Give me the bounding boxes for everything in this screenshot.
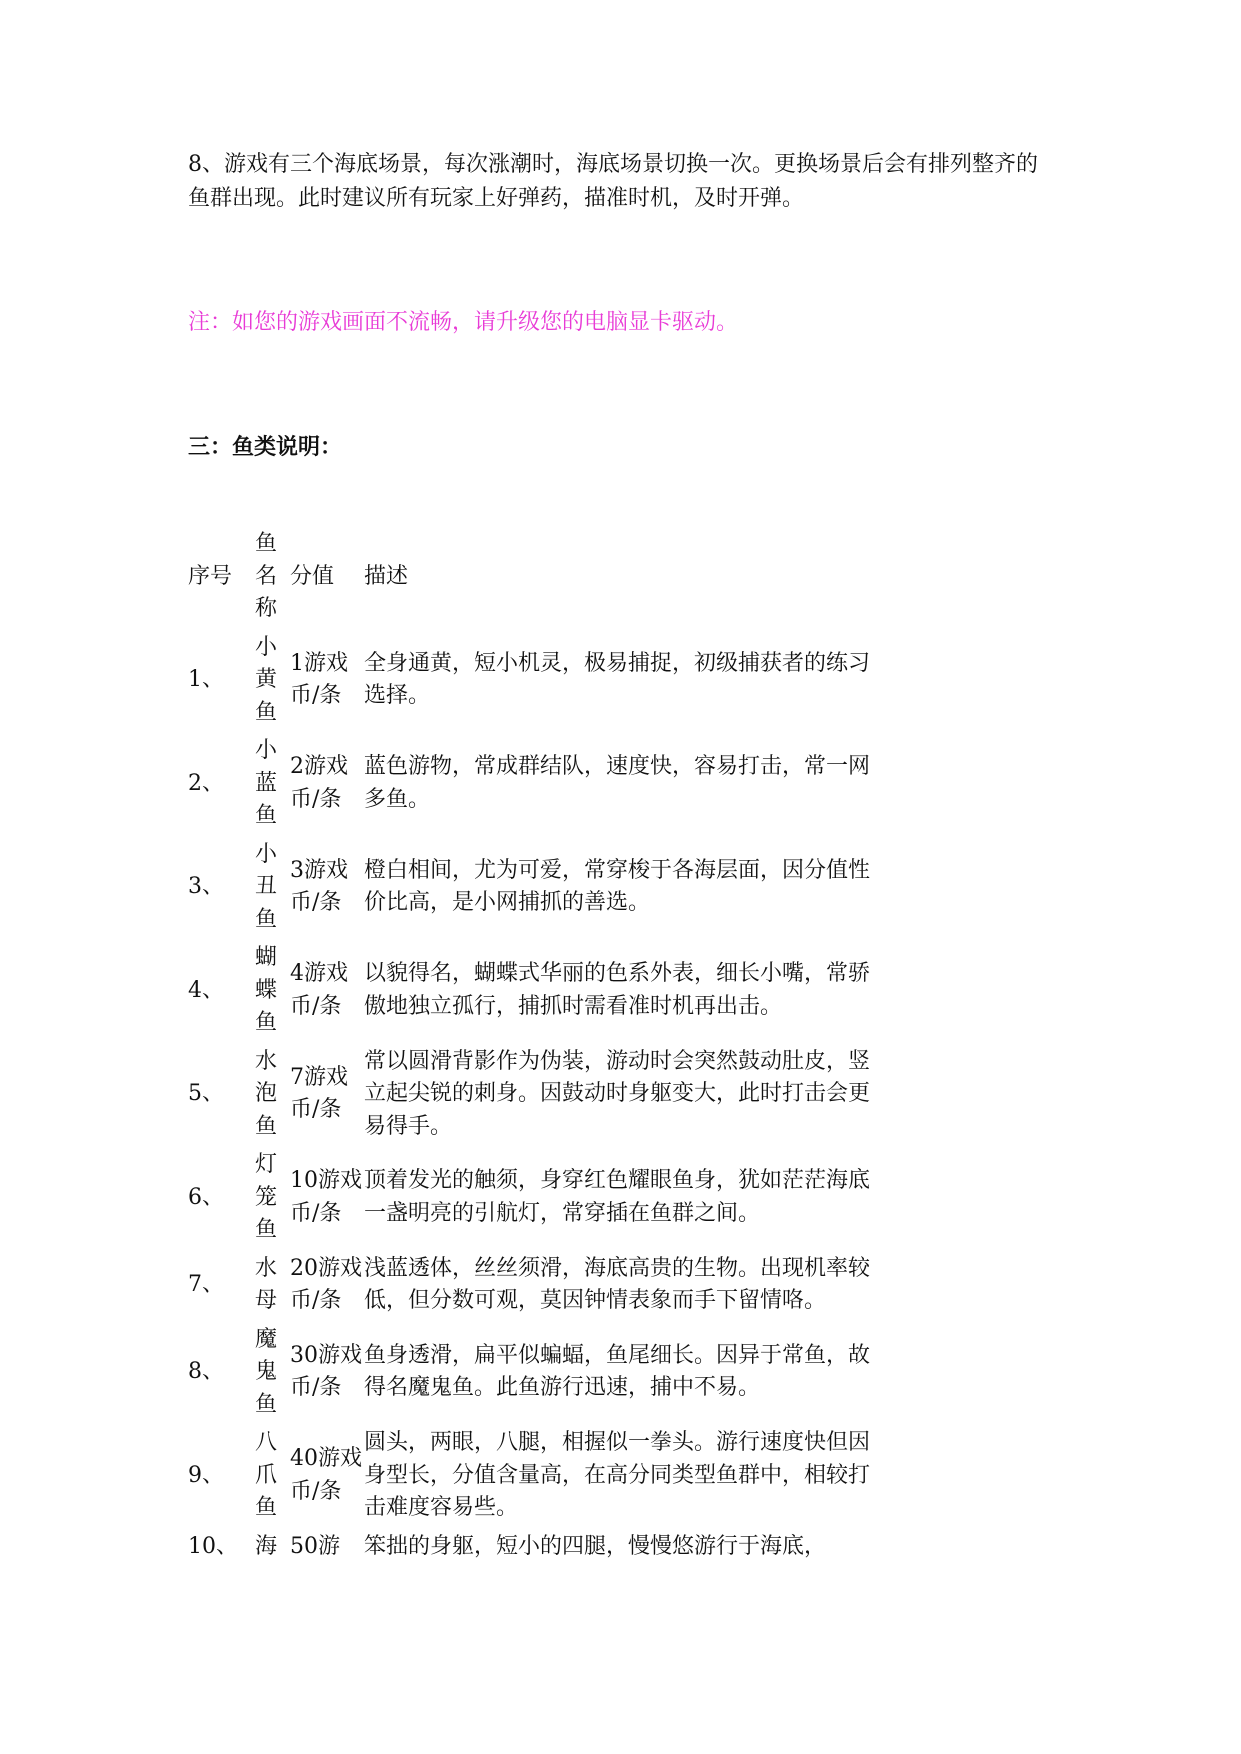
fish-no: 5、 [188, 1081, 224, 1106]
fish-value: 1游戏币/条 [290, 650, 348, 709]
fish-value: 50游 [290, 1533, 340, 1559]
header-name: 鱼名称 [254, 531, 277, 621]
section-title: 三：鱼类说明： [188, 434, 343, 460]
fish-name: 水泡鱼 [254, 1048, 277, 1139]
header-desc: 描述 [364, 563, 409, 589]
fish-no: 2、 [188, 770, 224, 796]
fish-value: 30游戏币/条 [290, 1342, 362, 1401]
fish-name: 小蓝鱼 [254, 738, 277, 828]
fish-value: 4游戏币/条 [290, 961, 348, 1019]
fish-desc: 浅蓝透体，丝丝须滑，海底高贵的生物。出现机率较低，但分数可观，莫因钟情表象而手下留情咯。 [364, 1255, 871, 1313]
fish-value: 3游戏币/条 [290, 857, 348, 916]
fish-value: 2游戏币/条 [290, 754, 348, 812]
table-row [188, 632, 884, 736]
fish-desc: 常以圆滑背影作为伪装，游动时会突然鼓动肚皮，竖立起尖锐的刺身。因鼓动时身躯变大，此时打击会更易得手。 [364, 1048, 871, 1139]
fish-no: 7、 [188, 1271, 224, 1297]
fish-name: 灯笼鱼 [254, 1152, 277, 1242]
table-row [188, 735, 884, 839]
table-row [188, 1149, 884, 1253]
table-row [188, 1046, 884, 1150]
fish-name: 海 [254, 1533, 277, 1559]
header-value: 分值 [290, 563, 335, 589]
fish-value: 7游戏币/条 [290, 1064, 348, 1123]
fish-name: 小黄鱼 [254, 634, 277, 725]
fish-no: 10、 [188, 1533, 238, 1559]
table-row [188, 1531, 884, 1564]
fish-desc: 顶着发光的触须，身穿红色耀眼鱼身，犹如茫茫海底一盏明亮的引航灯，常穿插在鱼群之间。 [364, 1168, 871, 1226]
fish-table [188, 528, 884, 1563]
fish-desc: 橙白相间，尤为可爱，常穿梭于各海层面，因分值性价比高，是小网捕抓的善选。 [364, 857, 871, 916]
fish-desc: 全身通黄，短小机灵，极易捕捉，初级捕获者的练习选择。 [364, 650, 871, 709]
fish-desc: 圆头，两眼，八腿，相握似一拳头。游行速度快但因身型长，分值含量高，在高分同类型鱼群中，相较打击难度容易些。 [364, 1430, 871, 1520]
fish-name: 水母 [254, 1255, 277, 1313]
fish-no: 4、 [188, 977, 224, 1003]
fish-no: 3、 [188, 874, 224, 899]
header-no: 序号 [188, 563, 233, 589]
fish-desc: 蓝色游物，常成群结队，速度快，容易打击，常一网多鱼。 [364, 754, 871, 812]
fish-desc: 以貌得名，蝴蝶式华丽的色系外表，细长小嘴，常骄傲地独立孤行，捕抓时需看准时机再出击。 [364, 961, 871, 1019]
table-row [188, 839, 884, 943]
table-row [188, 1324, 884, 1428]
fish-no: 6、 [188, 1184, 224, 1210]
table-row [188, 1253, 884, 1324]
table-header-row [188, 528, 884, 632]
table-row [188, 942, 884, 1046]
paragraph-8: 8、游戏有三个海底场景，每次涨潮时，海底场景切换一次。更换场景后会有排列整齐的鱼群出现。此时建议所有玩家上好弹药，描准时机，及时开弹。 [188, 152, 1038, 211]
fish-no: 9、 [188, 1462, 224, 1488]
fish-no: 8、 [188, 1359, 224, 1384]
fish-name: 八爪鱼 [254, 1430, 277, 1520]
fish-name: 魔鬼鱼 [254, 1326, 277, 1417]
table-row [188, 1427, 884, 1531]
fish-name: 蝴蝶鱼 [254, 945, 277, 1035]
fish-desc: 鱼身透滑，扁平似蝙蝠，鱼尾细长。因异于常鱼，故得名魔鬼鱼。此鱼游行迅速，捕中不易。 [364, 1342, 871, 1401]
fish-no: 1、 [188, 667, 224, 692]
fish-desc: 笨拙的身躯，短小的四腿，慢慢悠游行于海底， [364, 1533, 827, 1559]
fish-value: 10游戏币/条 [290, 1168, 362, 1226]
fish-value: 40游戏币/条 [290, 1446, 362, 1504]
fish-name: 小丑鱼 [254, 841, 277, 932]
driver-note: 注：如您的游戏画面不流畅，请升级您的电脑显卡驱动。 [188, 310, 739, 335]
fish-value: 20游戏币/条 [290, 1255, 362, 1313]
